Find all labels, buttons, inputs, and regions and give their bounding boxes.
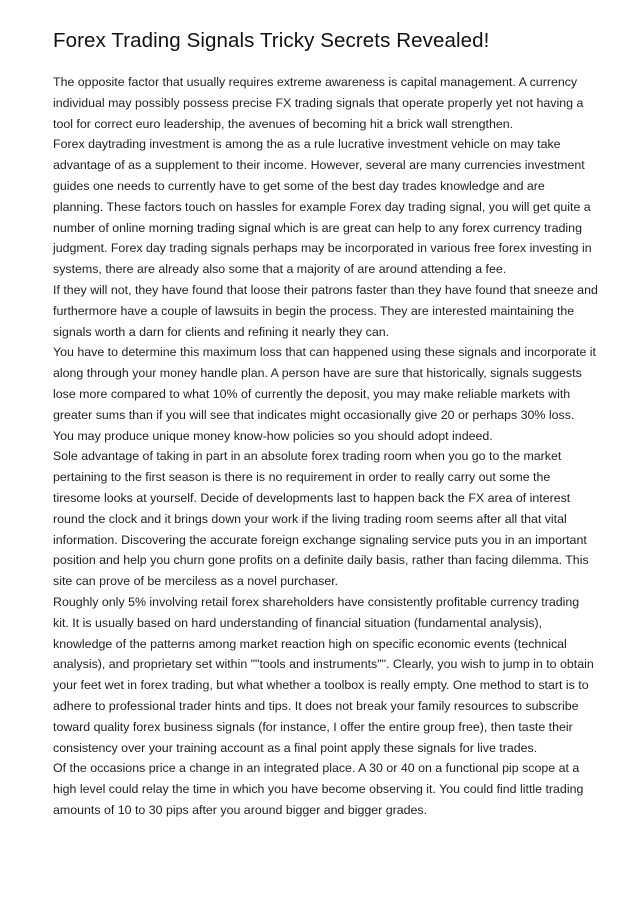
paragraph-signal-providers: If they will not, they have found that loose their patrons faster than they have found that sneeze and furthermore have a couple of lawsuits in begin the process. They are interested maintaining the signals worth a darn for clients and refining it nearly they can. xyxy=(53,282,598,339)
paragraph-trading-room: Sole advantage of taking in part in an absolute forex trading room when you go to the market pertaining to the first season is there is no requirement in order to really carry out some the tiresome looks at yourself. Decide of developments last to happen back the FX area of interest round the clock and it brings down your work if the living trading room seems after all that vital information. Discovering the accurate foreign exchange signaling service puts you in an important position and help you churn gone profits on a definite daily basis, rather than facing dilemma. This site can prove of be merciless as a novel purchaser. xyxy=(53,449,589,589)
paragraph-maximum-loss: You have to determine this maximum loss that can happened using these signals and incorporate it along through your money handle plan. A person have are sure that historically, signals suggests lose more compared to what 10% of currently the deposit, you may make reliable markets with greater sums than if you will see that indicates might occasionally give 20 or perhaps 30% loss. You may produce unique money know-how policies so you should adopt indeed. xyxy=(53,345,596,443)
paragraph-daytrading-investment: Forex daytrading investment is among the as a rule lucrative investment vehicle on may take advantage of as a supplement to their income. However, several are many currencies investment guides one needs to currently have to get some of the best day trades knowledge and are planning. These factors touch on hassles for example Forex day trading signal, you will get quite a number of online morning trading signal which is are great can help to any forex currency trading judgment. Forex day trading signals perhaps may be incorporated in various free forex investing in systems, there are already also some that a majority of are around attending a fee. xyxy=(53,137,592,277)
paragraph-pip-scope: Of the occasions price a change in an integrated place. A 30 or 40 on a functional pip scope at a high level could relay the time in which you have become observing it. You could find little trading amounts of 10 to 30 pips after you around bigger and bigger grades. xyxy=(53,761,584,817)
paragraph-capital-management: The opposite factor that usually requires extreme awareness is capital management. A currency individual may possibly possess precise FX trading signals that operate properly yet not having a tool for correct euro leadership, the avenues of becoming hit a brick wall strengthen. xyxy=(53,75,584,131)
document-body xyxy=(53,72,598,821)
document-title: Forex Trading Signals Tricky Secrets Revealed! xyxy=(53,29,490,52)
paragraph-retail-shareholders: Roughly only 5% involving retail forex shareholders have consistently profitable currency trading kit. It is usually based on hard understanding of financial situation (fundamental analysis), knowledge of the patterns among market reaction high on specific economic events (technical analysis), and proprietary set within ""tools and instruments"". Clearly, you wish to jump in to obtain your feet wet in forex trading, but what whether a toolbox is really empty. One method to start is to adhere to professional trader hints and tips. It does not break your family resources to subscribe toward quality forex business signals (for instance, I offer the entire group free), then taste their consistency over your training account as a final point apply these signals for live trades. xyxy=(53,594,594,755)
